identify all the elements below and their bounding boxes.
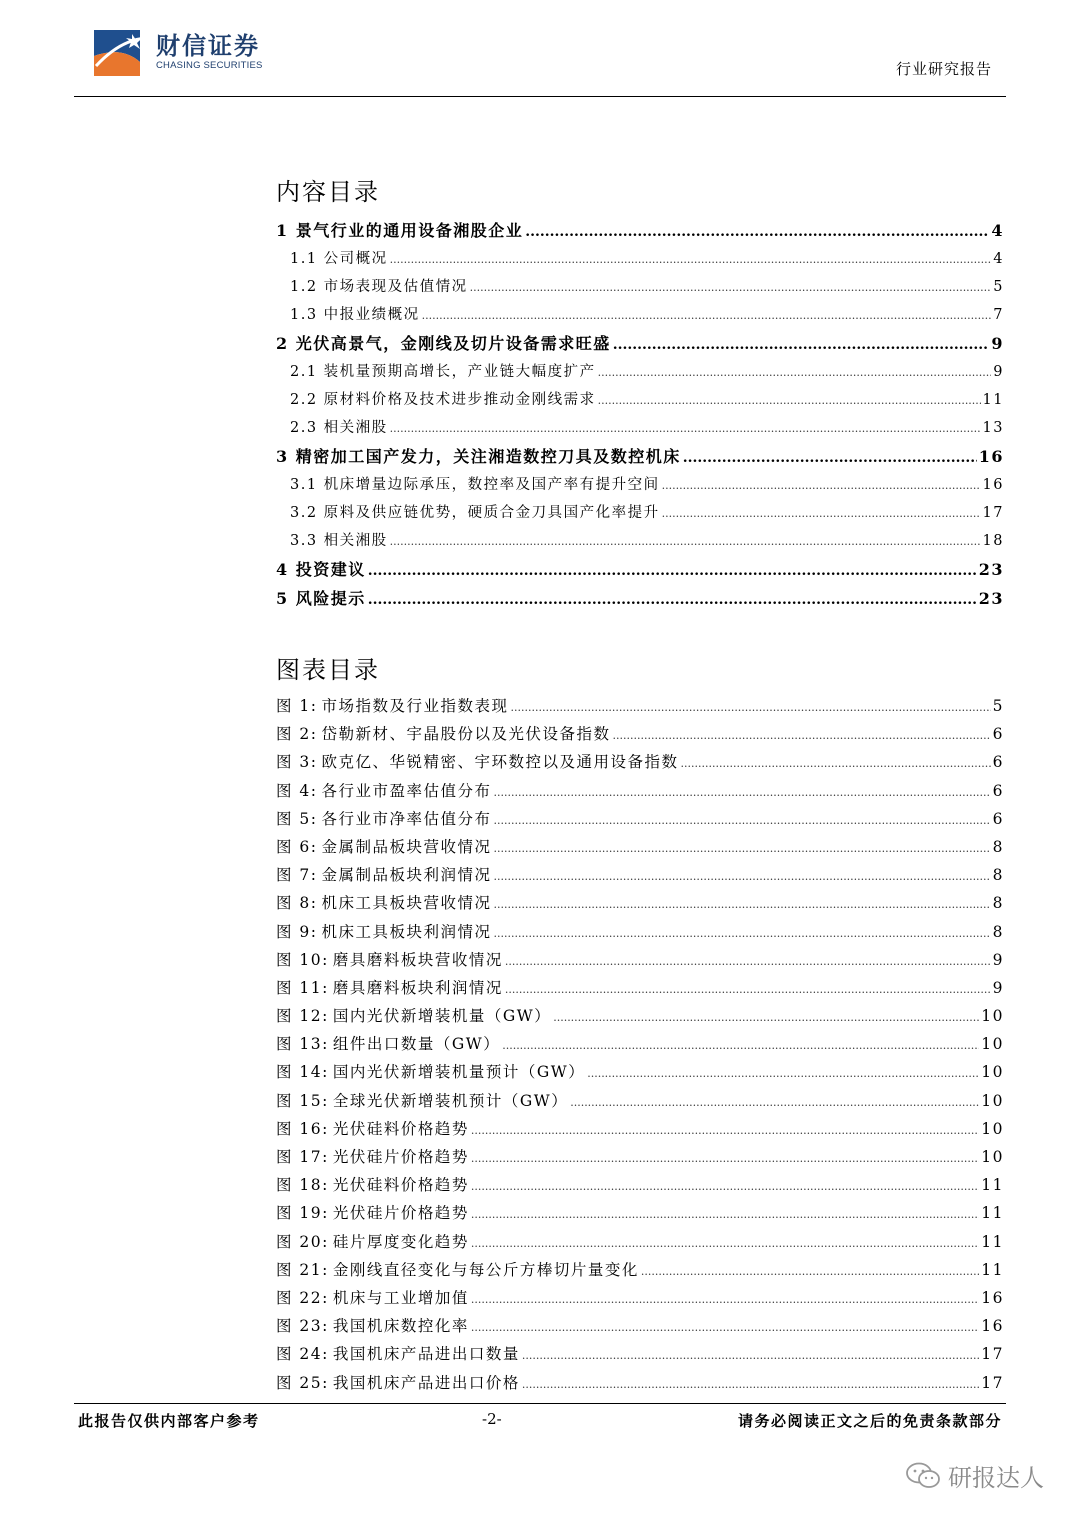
figure-label: 图 23: [276, 1317, 329, 1336]
dot-leader [471, 1152, 979, 1165]
figure-entry[interactable] [276, 1060, 1004, 1088]
figure-entry[interactable] [276, 1117, 1004, 1145]
figure-title: 磨具磨料板块利润情况 [332, 978, 503, 997]
figures-list [276, 694, 1004, 1399]
figure-label: 图 12: [276, 1007, 329, 1026]
dot-leader [422, 309, 992, 322]
figure-entry[interactable] [276, 750, 1004, 778]
figure-label: 图 17: [276, 1148, 329, 1166]
figure-entry[interactable] [276, 722, 1004, 750]
watermark-text: 研报达人 [948, 1464, 1044, 1492]
figure-title: 光伏硅片价格趋势 [332, 1148, 469, 1166]
figure-title: 我国机床数控化率 [332, 1317, 469, 1336]
contents-list [276, 218, 1004, 615]
figure-label: 图 14: [276, 1063, 329, 1082]
toc-section-entry[interactable] [276, 501, 1004, 529]
toc-entry-page: 13 [982, 420, 1004, 436]
figure-title: 市场指数及行业指数表现 [321, 697, 509, 715]
figure-entry[interactable] [276, 835, 1004, 863]
footer-divider [74, 1403, 1006, 1404]
dot-leader [662, 479, 981, 492]
dot-leader [641, 1265, 979, 1278]
figure-entry[interactable] [276, 1201, 1004, 1229]
figure-label: 图 8: [276, 894, 318, 913]
figure-title: 各行业市盈率估值分布 [321, 781, 492, 800]
figure-title: 岱勒新材、宇晶股份以及光伏设备指数 [321, 725, 611, 744]
figure-page: 9 [992, 978, 1004, 997]
figure-title: 光伏硅料价格趋势 [332, 1119, 469, 1138]
report-type-label: 行业研究报告 [895, 60, 992, 78]
toc-section-entry[interactable] [276, 473, 1004, 501]
figure-entry[interactable] [276, 1145, 1004, 1173]
figure-title: 金属制品板块营收情况 [321, 837, 492, 856]
dot-leader [683, 450, 977, 466]
toc-chapter-entry[interactable] [276, 586, 1004, 615]
figure-label: 图 11: [276, 978, 329, 997]
figure-title: 组件出口数量（GW） [332, 1035, 501, 1054]
toc-title: 内容目录 [276, 178, 380, 206]
figure-entry[interactable] [276, 1032, 1004, 1060]
toc-entry-text: 1.3 中报业绩概况 [290, 307, 420, 323]
figure-label: 图 22: [276, 1288, 329, 1307]
figure-page: 6 [992, 781, 1004, 800]
toc-entry-text: 2 光伏高景气，金刚线及切片设备需求旺盛 [276, 334, 611, 353]
logo-chinese-name: 财信证券 [156, 32, 260, 60]
figure-label: 图 2: [276, 725, 318, 744]
figure-entry[interactable] [276, 1342, 1004, 1370]
dot-leader [390, 422, 981, 435]
figure-entry[interactable] [276, 1286, 1004, 1314]
figure-title: 国内光伏新增装机量预计（GW） [332, 1063, 586, 1082]
figure-label: 图 7: [276, 866, 318, 885]
dot-leader [681, 757, 991, 770]
figure-page: 5 [992, 697, 1004, 715]
dot-leader [390, 535, 981, 548]
toc-entry-page: 7 [993, 307, 1004, 323]
figure-title: 机床工具板块利润情况 [321, 922, 492, 941]
figure-title: 欧克亿、华锐精密、宇环数控以及通用设备指数 [321, 753, 679, 772]
toc-entry-page: 16 [982, 477, 1004, 493]
toc-entry-text: 1 景气行业的通用设备湘股企业 [276, 221, 524, 240]
toc-entry-page: 18 [982, 533, 1004, 549]
figure-label: 图 16: [276, 1119, 329, 1138]
toc-entry-page: 4 [991, 221, 1004, 240]
toc-entry-text: 3 精密加工国产发力，关注湘造数控刀具及数控机床 [276, 447, 681, 466]
dot-leader [494, 842, 991, 855]
footer-disclaimer-left: 此报告仅供内部客户参考 [78, 1412, 260, 1430]
figure-label: 图 13: [276, 1035, 329, 1054]
dot-leader [471, 1124, 979, 1137]
dot-leader [471, 1180, 979, 1193]
toc-entry-text: 3.2 原料及供应链优势，硬质合金刀具国产化率提升 [290, 505, 660, 521]
figure-page: 10 [981, 1035, 1004, 1054]
figure-title: 全球光伏新增装机预计（GW） [332, 1091, 569, 1110]
figure-entry[interactable] [276, 1173, 1004, 1201]
dot-leader [570, 1096, 979, 1109]
dot-leader [587, 1067, 979, 1080]
toc-section-entry[interactable] [276, 303, 1004, 331]
figure-entry[interactable] [276, 976, 1004, 1004]
figure-page: 10 [981, 1091, 1004, 1110]
figure-entry[interactable] [276, 1258, 1004, 1286]
figure-page: 9 [992, 950, 1004, 969]
figure-page: 10 [981, 1119, 1004, 1138]
dot-leader [494, 927, 991, 940]
toc-entry-text: 4 投资建议 [276, 560, 366, 579]
toc-entry-page: 4 [993, 251, 1004, 267]
dot-leader [502, 1039, 979, 1052]
toc-entry-text: 2.1 装机量预期高增长，产业链大幅度扩产 [290, 364, 596, 380]
figure-page: 6 [992, 725, 1004, 744]
figure-title: 金属制品板块利润情况 [321, 866, 492, 885]
figure-label: 图 21: [276, 1260, 329, 1279]
figure-entry[interactable] [276, 891, 1004, 919]
figure-label: 图 9: [276, 922, 318, 941]
toc-entry-page: 9 [993, 364, 1004, 380]
figure-title: 机床工具板块营收情况 [321, 894, 492, 913]
company-logo [92, 26, 263, 78]
dot-leader [613, 729, 991, 742]
figure-title: 光伏硅料价格趋势 [332, 1176, 469, 1195]
toc-entry-page: 9 [991, 334, 1004, 353]
figure-page: 17 [981, 1345, 1004, 1364]
toc-entry-text: 1.1 公司概况 [290, 251, 388, 267]
page-header [0, 0, 1080, 100]
figure-entry[interactable] [276, 1230, 1004, 1258]
dot-leader [494, 870, 991, 883]
wechat-watermark [906, 1458, 1044, 1493]
figure-label: 图 1: [276, 697, 318, 715]
figure-entry[interactable] [276, 1314, 1004, 1342]
figure-page: 10 [981, 1148, 1004, 1166]
figures-title: 图表目录 [276, 656, 380, 684]
page-number: -2- [482, 1410, 502, 1428]
dot-leader [505, 955, 991, 968]
toc-entry-text: 5 风险提示 [276, 589, 366, 608]
figure-page: 8 [992, 866, 1004, 885]
toc-entry-page: 11 [982, 392, 1004, 408]
dot-leader [494, 814, 991, 827]
figure-entry[interactable] [276, 863, 1004, 891]
dot-leader [662, 507, 981, 520]
figure-label: 图 19: [276, 1204, 329, 1223]
chasing-logo-icon [92, 26, 148, 78]
toc-entry-page: 5 [993, 279, 1004, 295]
dot-leader [470, 281, 992, 294]
figure-page: 16 [981, 1317, 1004, 1336]
figure-page: 11 [981, 1204, 1004, 1223]
figure-title: 硅片厚度变化趋势 [332, 1232, 469, 1251]
dot-leader [494, 786, 991, 799]
toc-entry-page: 17 [982, 505, 1004, 521]
toc-entry-page: 23 [978, 589, 1004, 608]
toc-entry-text: 1.2 市场表现及估值情况 [290, 279, 468, 295]
figure-label: 图 4: [276, 781, 318, 800]
toc-entry-page: 23 [978, 560, 1004, 579]
figure-page: 16 [981, 1288, 1004, 1307]
figure-page: 11 [981, 1260, 1004, 1279]
figure-page: 11 [981, 1232, 1004, 1251]
footer-disclaimer-right: 请务必阅读正文之后的免责条款部分 [737, 1412, 1002, 1430]
dot-leader [511, 701, 991, 714]
dot-leader [494, 898, 991, 911]
toc-chapter-entry[interactable] [276, 444, 1004, 473]
figure-page: 17 [981, 1373, 1004, 1392]
figure-title: 我国机床产品进出口数量 [332, 1345, 520, 1364]
figure-entry[interactable] [276, 1089, 1004, 1117]
figure-title: 国内光伏新增装机量（GW） [332, 1007, 552, 1026]
dot-leader [525, 224, 989, 240]
figure-label: 图 10: [276, 950, 329, 969]
figure-title: 机床与工业增加值 [332, 1288, 469, 1307]
dot-leader [522, 1349, 979, 1362]
toc-section-entry[interactable] [276, 360, 1004, 388]
figure-page: 8 [992, 894, 1004, 913]
figure-label: 图 15: [276, 1091, 329, 1110]
dot-leader [613, 337, 990, 353]
figure-label: 图 6: [276, 837, 318, 856]
dot-leader [598, 366, 992, 379]
figure-page: 6 [992, 809, 1004, 828]
figure-page: 10 [981, 1063, 1004, 1082]
figure-label: 图 20: [276, 1232, 329, 1251]
toc-entry-text: 3.1 机床增量边际承压，数控率及国产率有提升空间 [290, 477, 660, 493]
toc-section-entry[interactable] [276, 388, 1004, 416]
figure-page: 6 [992, 753, 1004, 772]
dot-leader [471, 1293, 979, 1306]
figure-label: 图 25: [276, 1373, 329, 1392]
toc-chapter-entry[interactable] [276, 218, 1004, 247]
figure-entry[interactable] [276, 694, 1004, 722]
figure-entry[interactable] [276, 779, 1004, 807]
figure-title: 各行业市净率估值分布 [321, 809, 492, 828]
figure-label: 图 3: [276, 753, 318, 772]
dot-leader [598, 394, 981, 407]
toc-entry-text: 2.3 相关湘股 [290, 420, 388, 436]
figure-label: 图 18: [276, 1176, 329, 1195]
toc-entry-page: 16 [978, 447, 1004, 466]
header-divider [74, 96, 1006, 97]
figure-entry[interactable] [276, 807, 1004, 835]
dot-leader [471, 1321, 979, 1334]
dot-leader [471, 1237, 979, 1250]
dot-leader [471, 1208, 979, 1221]
figure-title: 金刚线直径变化与每公斤方棒切片量变化 [332, 1260, 639, 1279]
toc-section-entry[interactable] [276, 529, 1004, 557]
figure-entry[interactable] [276, 920, 1004, 948]
toc-section-entry[interactable] [276, 247, 1004, 275]
toc-entry-text: 2.2 原材料价格及技术进步推动金刚线需求 [290, 392, 596, 408]
dot-leader [368, 592, 977, 608]
figure-entry[interactable] [276, 1371, 1004, 1399]
figure-entry[interactable] [276, 1004, 1004, 1032]
dot-leader [368, 563, 977, 579]
figure-page: 11 [981, 1176, 1004, 1195]
dot-leader [553, 1011, 979, 1024]
logo-english-name: CHASING SECURITIES [156, 60, 263, 71]
figure-label: 图 24: [276, 1345, 329, 1364]
figure-title: 我国机床产品进出口价格 [332, 1373, 520, 1392]
toc-section-entry[interactable] [276, 275, 1004, 303]
figure-page: 10 [981, 1007, 1004, 1026]
wechat-icon [906, 1462, 940, 1490]
toc-section-entry[interactable] [276, 416, 1004, 444]
figure-entry[interactable] [276, 948, 1004, 976]
dot-leader [505, 983, 991, 996]
figure-page: 8 [992, 837, 1004, 856]
dot-leader [522, 1378, 979, 1391]
figure-page: 8 [992, 922, 1004, 941]
figure-title: 磨具磨料板块营收情况 [332, 950, 503, 969]
toc-chapter-entry[interactable] [276, 331, 1004, 360]
toc-entry-text: 3.3 相关湘股 [290, 533, 388, 549]
toc-chapter-entry[interactable] [276, 557, 1004, 586]
figure-title: 光伏硅片价格趋势 [332, 1204, 469, 1223]
dot-leader [390, 253, 992, 266]
figure-label: 图 5: [276, 809, 318, 828]
